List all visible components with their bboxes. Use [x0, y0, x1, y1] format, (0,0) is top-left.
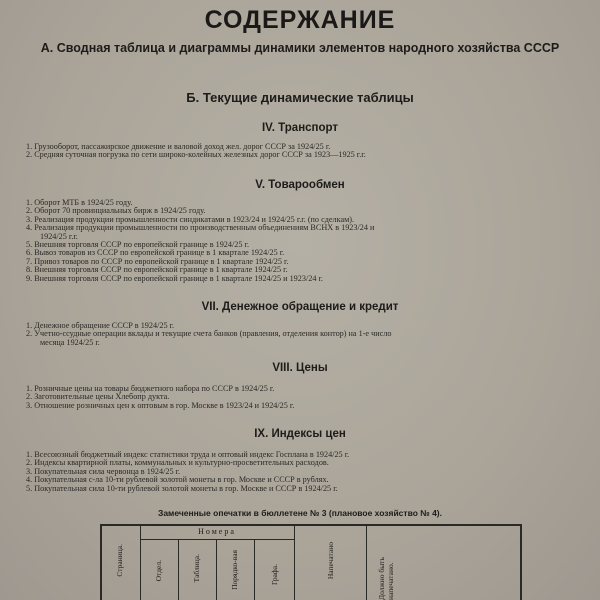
- column-divider: [178, 539, 179, 600]
- list-item: 4. Реализация продукции промышленности по производственным объединениям ВСНХ в 1923/24 и: [26, 223, 375, 233]
- section-heading-trade: V. Товарообмен: [255, 179, 345, 191]
- list-item: 1. Денежное обращение СССР в 1924/25 г.: [26, 321, 175, 330]
- list-item: 3. Отношение розничных цен к оптовым в гор. Москве в 1923/24 и 1924/25 г.: [26, 400, 295, 410]
- column-header-page: Страница.: [115, 544, 124, 577]
- column-header-table: Таблица.: [192, 554, 201, 583]
- errata-caption: Замеченные опечатки в бюллетене № 3 (плановое хозяйство № 4).: [158, 508, 442, 518]
- list-transport: [26, 143, 556, 160]
- column-header-should-be: Должно быть напечатано.: [377, 557, 395, 600]
- list-item: 2. Учетно-ссудные операции вклады и текущие счета банков (правления, отделения контор) на 1-е число: [26, 329, 392, 339]
- list-item-continuation: месяца 1924/25 г.: [40, 337, 100, 347]
- section-heading-transport: IV. Транспорт: [261, 122, 339, 134]
- column-header-graph: Графа.: [270, 564, 279, 586]
- list-item: 2. Индексы квартирной платы, коммунальных и культурно-просветительных расходов.: [26, 458, 329, 468]
- list-prices: [26, 385, 556, 410]
- column-header-ordinal: Порядко-вая: [230, 550, 239, 590]
- list-item: [26, 339, 556, 347]
- list-item: 1. Грузооборот, пассажирское движение и валовой доход жел. дорог СССР за 1924/25 г.: [26, 142, 331, 151]
- list-item: 1. Розничные цены на товары бюджетного набора по СССР в 1924/25 г.: [26, 384, 275, 393]
- list-item: 2. Заготовительные цены Хлебопр дукта.: [26, 392, 170, 402]
- list-item: 2. Оборот 70 провинциальных бирж в 1924/25 году.: [26, 206, 206, 216]
- errata-header-group: Номера: [198, 527, 236, 536]
- list-item: 5. Внешняя торговля СССР по европейской границе в 1924/25 г.: [26, 240, 249, 250]
- column-divider: [216, 539, 217, 600]
- section-heading-prices: VIII. Цены: [272, 362, 328, 374]
- list-item: 3. Покупательная сила червонца в 1924/25 г.: [26, 466, 181, 476]
- section-b-heading: Б. Текущие динамические таблицы: [186, 90, 414, 105]
- errata-table: [100, 524, 522, 600]
- list-item: 9. Внешняя торговля СССР по европейской границе в 1 квартале 1924/25 и 1923/24 г.: [26, 273, 323, 283]
- list-item: 8. Внешняя торговля СССР по европейской границе в 1 квартале 1924/25 г.: [26, 265, 288, 275]
- list-item: 7. Привоз товаров по СССР по европейской границе в 1 квартале 1924/25 г.: [26, 256, 289, 266]
- list-item: 6. Вывоз товаров из СССР по европейской границе в 1 квартале 1924/25 г.: [26, 248, 285, 258]
- column-divider: [294, 526, 295, 600]
- column-divider: [254, 539, 255, 600]
- list-item: 1. Оборот МТБ в 1924/25 году.: [26, 198, 133, 207]
- section-heading-money: VII. Денежное обращение и кредит: [201, 301, 399, 313]
- column-header-printed: Напечатано: [326, 542, 335, 580]
- column-header-section: Отдел.: [154, 560, 163, 582]
- list-item: 1. Всесоюзный бюджетный индекс статистики труда и оптовый индекс Госплана в 1924/25 г.: [26, 450, 350, 459]
- header-divider: [140, 539, 294, 540]
- list-item: 2. Средняя суточная погрузка по сети широко-колейных железных дорог СССР за 1923—1925 г.г.: [26, 150, 366, 160]
- column-divider: [140, 526, 141, 600]
- section-a-heading: А. Сводная таблица и диаграммы динамики элементов народного хозяйства СССР: [40, 41, 560, 55]
- list-item-continuation: 1924/25 г.г.: [40, 231, 78, 241]
- list-item: 4. Покупательная с-ла 10-ти рублевой золотой монеты в гор. Москве и СССР в рублях.: [26, 475, 329, 485]
- list-price-indices: [26, 451, 556, 493]
- list-item: 3. Реализация продукции промышленности синдикатами в 1923/24 и 1924/25 г.г. (по сделкам).: [26, 214, 355, 224]
- list-money: [26, 322, 556, 347]
- section-heading-price-indices: IX. Индексы цен: [254, 428, 346, 440]
- list-item: 5. Покупательная сила 10-ти рублевой золотой монеты в гор. Москве и СССР в 1924/25 г.: [26, 483, 338, 493]
- list-trade: [26, 199, 556, 283]
- page-title: СОДЕРЖАНИЕ: [204, 6, 396, 34]
- column-divider: [366, 526, 367, 600]
